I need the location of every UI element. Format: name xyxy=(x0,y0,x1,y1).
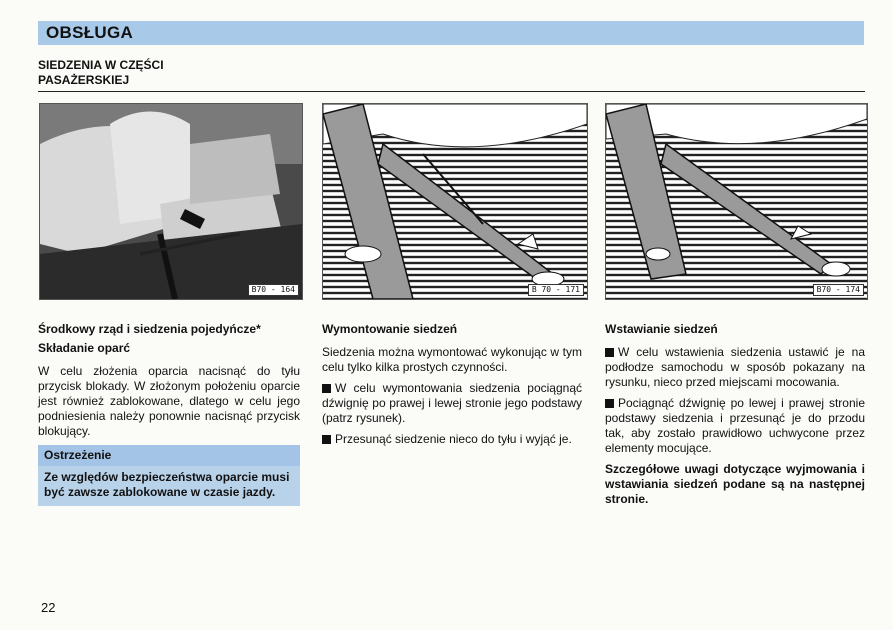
section-divider xyxy=(38,91,865,92)
figure-code: B70 - 174 xyxy=(813,284,864,296)
section-title-line2: PASAŻERSKIEJ xyxy=(38,73,130,87)
figure-code: B70 - 164 xyxy=(248,284,299,296)
col2-bullet-1-text: W celu wymontowania siedzenia pociągnąć dźwignię po prawej i lewej stronie jego podstawy (patrz rysunek). xyxy=(322,381,582,425)
bullet-icon xyxy=(605,348,614,357)
bullet-icon xyxy=(322,435,331,444)
col2-bullet-1 xyxy=(322,381,582,426)
column-3 xyxy=(605,322,865,513)
warning-title: Ostrzeżenie xyxy=(38,445,300,466)
bullet-icon xyxy=(605,399,614,408)
header-bar xyxy=(38,21,864,45)
section-title xyxy=(38,58,164,88)
col1-subheading: Składanie oparć xyxy=(38,341,131,355)
figure-seat-insertion xyxy=(605,103,868,300)
column-2 xyxy=(322,322,582,453)
col3-bullet-2-text: Pociągnąć dźwignię po lewej i prawej stronie podstawy siedzenia i przesunąć je do przodu tak, aby zostało prawidłowo uchwycone przez elementy mocujące. xyxy=(605,396,865,455)
col2-bullet-2-text: Przesunąć siedzenie nieco do tyłu i wyjąć je. xyxy=(335,432,572,446)
column-1 xyxy=(38,322,300,506)
col2-bullet-2 xyxy=(322,432,582,447)
warning-body: Ze względów bezpieczeństwa oparcie musi być zawsze zablokowane w czasie jazdy. xyxy=(44,470,290,499)
col3-note: Szczegółowe uwagi dotyczące wyjmowania i wstawiania siedzeń podane są na następnej stronie. xyxy=(605,462,865,506)
section-title-line1: SIEDZENIA W CZĘŚCI xyxy=(38,58,164,72)
col2-heading: Wymontowanie siedzeń xyxy=(322,322,458,336)
warning-box xyxy=(38,445,300,506)
col1-paragraph: W celu złożenia oparcia nacisnąć do tyłu przycisk blokady. W złożonym położeniu oparcie jest również zablokowane, dlatego w celu jego podniesienia należy ponownie nacisnąć przycisk blokujący. xyxy=(38,364,300,438)
col1-heading: Środkowy rząd i siedzenia pojedyńcze* xyxy=(38,322,261,336)
col3-bullet-2 xyxy=(605,396,865,456)
page-number: 22 xyxy=(41,600,56,615)
col3-bullet-1-text: W celu wstawienia siedzenia ustawić je na podłodze samochodu w sposób pokazany na rysunku, nieco przed miejscami mocowania. xyxy=(605,345,865,389)
col3-bullet-1 xyxy=(605,345,865,390)
col2-intro: Siedzenia można wymontować wykonując w tym celu tylko kilka prostych czynności. xyxy=(322,345,582,374)
page-title: OBSŁUGA xyxy=(46,23,134,42)
col3-heading: Wstawianie siedzeń xyxy=(605,322,718,336)
figure-code: B 70 - 171 xyxy=(528,284,584,296)
bullet-icon xyxy=(322,384,331,393)
figure-seat-photo xyxy=(39,103,303,300)
figure-seat-removal xyxy=(322,103,588,300)
